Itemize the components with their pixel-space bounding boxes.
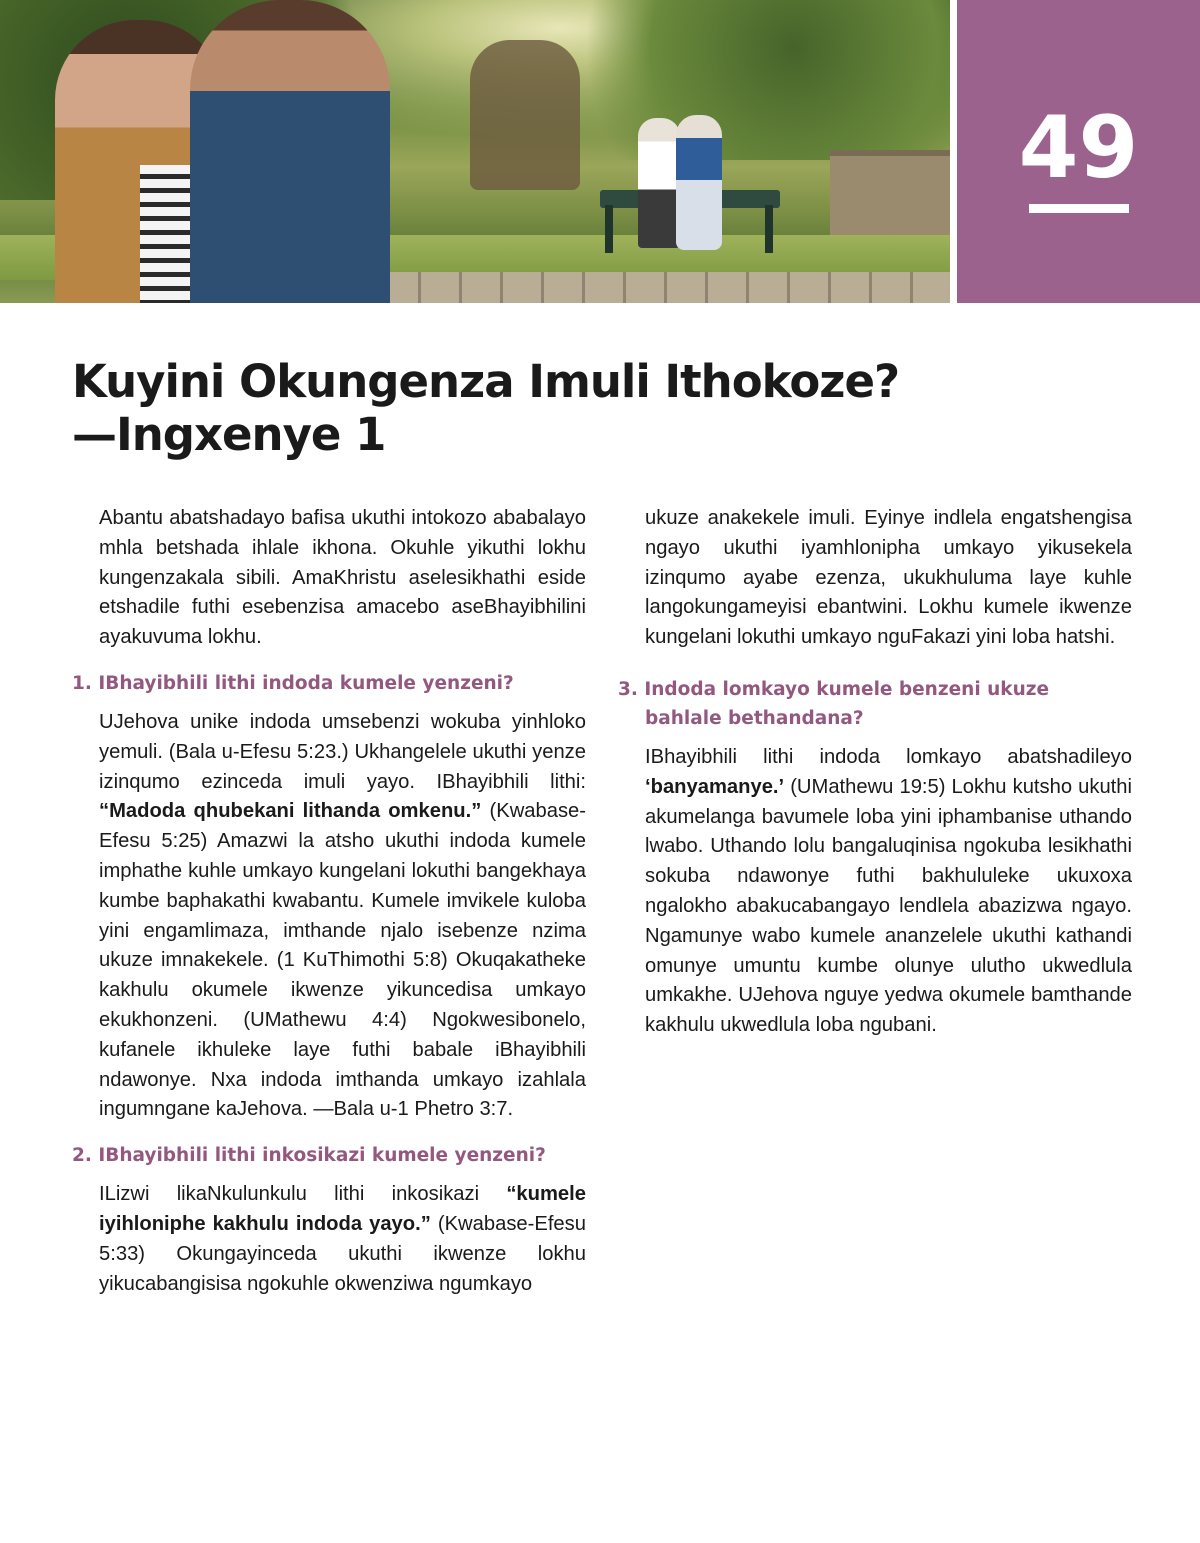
photo-bench-leg — [765, 205, 773, 253]
intro-paragraph: Abantu abatshadayo bafisa ukuthi intokozo ababalayo mhla betshada ihlale ikhona. Okuhle yikuthi lokhu kungenzakala sibili. AmaKhristu aselesikhathi eside etshadile futhi esebenzisa amacebo aseBhayibhilini ayakuvuma lokhu. — [99, 507, 586, 649]
answer-1-text-a: UJehova unike indoda umsebenzi wokuba yinhloko yemuli. (Bala u-Efesu 5:23.) Ukhangelele ukuthi yenze izinqumo ezinceda imuli yayo. IBhayibhili lithi: — [99, 710, 586, 793]
chapter-badge — [957, 0, 1200, 303]
photo-elderly-man — [638, 118, 680, 248]
answer-3 — [618, 743, 1132, 1041]
photo-stone-wall — [380, 272, 950, 303]
answer-1-text-b: (Kwabase-Efesu 5:25) Amazwi la atsho ukuthi indoda kumele imphathe kuhle umkayo kungelani lokuthi bangekhaya kumbe baphakathi kwabantu. Kumele imvikele kuloba yini engamlimaza, imthande njalo isebenze nzima ukuze imnakekele. (1 KuThimothi 5:8) Okuqakatheke kakhulu okumele ikwenze yikuncedisa umkayo ekukhonzeni. (UMathewu 4:4) Ngokwesibonelo, kufanele ikhuleke laye futhi babale iBhayibhili ndawonye. Nxa indoda imthanda umkayo izahlala ingumngane kaJehova. —Bala u-1 Phetro 3:7. — [99, 800, 586, 1121]
lesson-title-line2: —Ingxenye 1 — [72, 408, 386, 461]
chapter-number: 49 — [1018, 98, 1139, 198]
answer-2-text-b: (Kwabase-Efesu 5:33) Okungayinceda ukuthi ikwenze lokhu yikucabangisisa ngokuhle okwenziwa ngumkayo — [99, 1212, 586, 1295]
answer-1-quote: “Madoda qhubekani lithanda omkenu.” — [99, 800, 482, 823]
answer-3-text-b: (UMathewu 19:5) Lokhu kutsho ukuthi akumelanga bavumele loba yini iphambanise uthando lwabo. Uthando lolu bangaluqinisa ngokuba lesikhathi sokuba ndawonye futhi bakhululeke ukuxoxa ngalokho abakucabangayo lendlela abazizwa ngayo. Ngamunye wabo kumele ananzelele ukuthi kathandi omunye umuntu kumbe olunye ulutho ukwedlula umkakhe. UJehova nguye yedwa okumele bamthande kakhulu ukwedlula loba ngubani. — [645, 775, 1132, 1037]
answer-2-text-a: ILizwi likaNkulunkulu lithi inkosikazi — [99, 1183, 507, 1206]
photo-elderly-woman — [676, 115, 722, 250]
question-2: 2. IBhayibhili lithi inkosikazi kumele yenzeni? — [72, 1145, 546, 1167]
lesson-title — [72, 355, 1132, 461]
question-3: 3. Indoda lomkayo kumele benzeni ukuze bahlale bethandana? — [618, 678, 1050, 729]
photo-young-man — [190, 0, 390, 303]
column-left — [72, 504, 586, 1299]
chapter-underline — [1029, 204, 1129, 213]
answer-2 — [72, 1180, 586, 1299]
answer-3-quote: ‘banyamanye.’ — [645, 775, 785, 798]
photo-bench-leg — [605, 205, 613, 253]
answer-2-quote: “kumele iyihloniphe kakhulu indoda yayo.” — [99, 1183, 586, 1235]
column-right — [618, 504, 1132, 1041]
photo-tree-trunk — [470, 40, 580, 190]
answer-1 — [72, 708, 586, 1125]
question-1: 1. IBhayibhili lithi indoda kumele yenzeni? — [72, 672, 514, 694]
lesson-title-line1: Kuyini Okungenza Imuli Ithokoze? — [72, 355, 900, 408]
answer-3-text-a: IBhayibhili lithi indoda lomkayo abatshadileyo — [645, 745, 1132, 768]
photo-tree-foliage-right — [560, 0, 950, 160]
answer-2-continued: ukuze anakekele imuli. Eyinye indlela engatshengisa ngayo ukuthi iyamhlonipha umkayo yikusekela izinqumo ayabe ezenza, ukukhuluma laye kuhle langokungameyisi ebantwini. Lokhu kumele ikwenze kungelani lokuthi umkayo nguFakazi yini loba hatshi. — [645, 507, 1132, 649]
header-photo — [0, 0, 950, 303]
